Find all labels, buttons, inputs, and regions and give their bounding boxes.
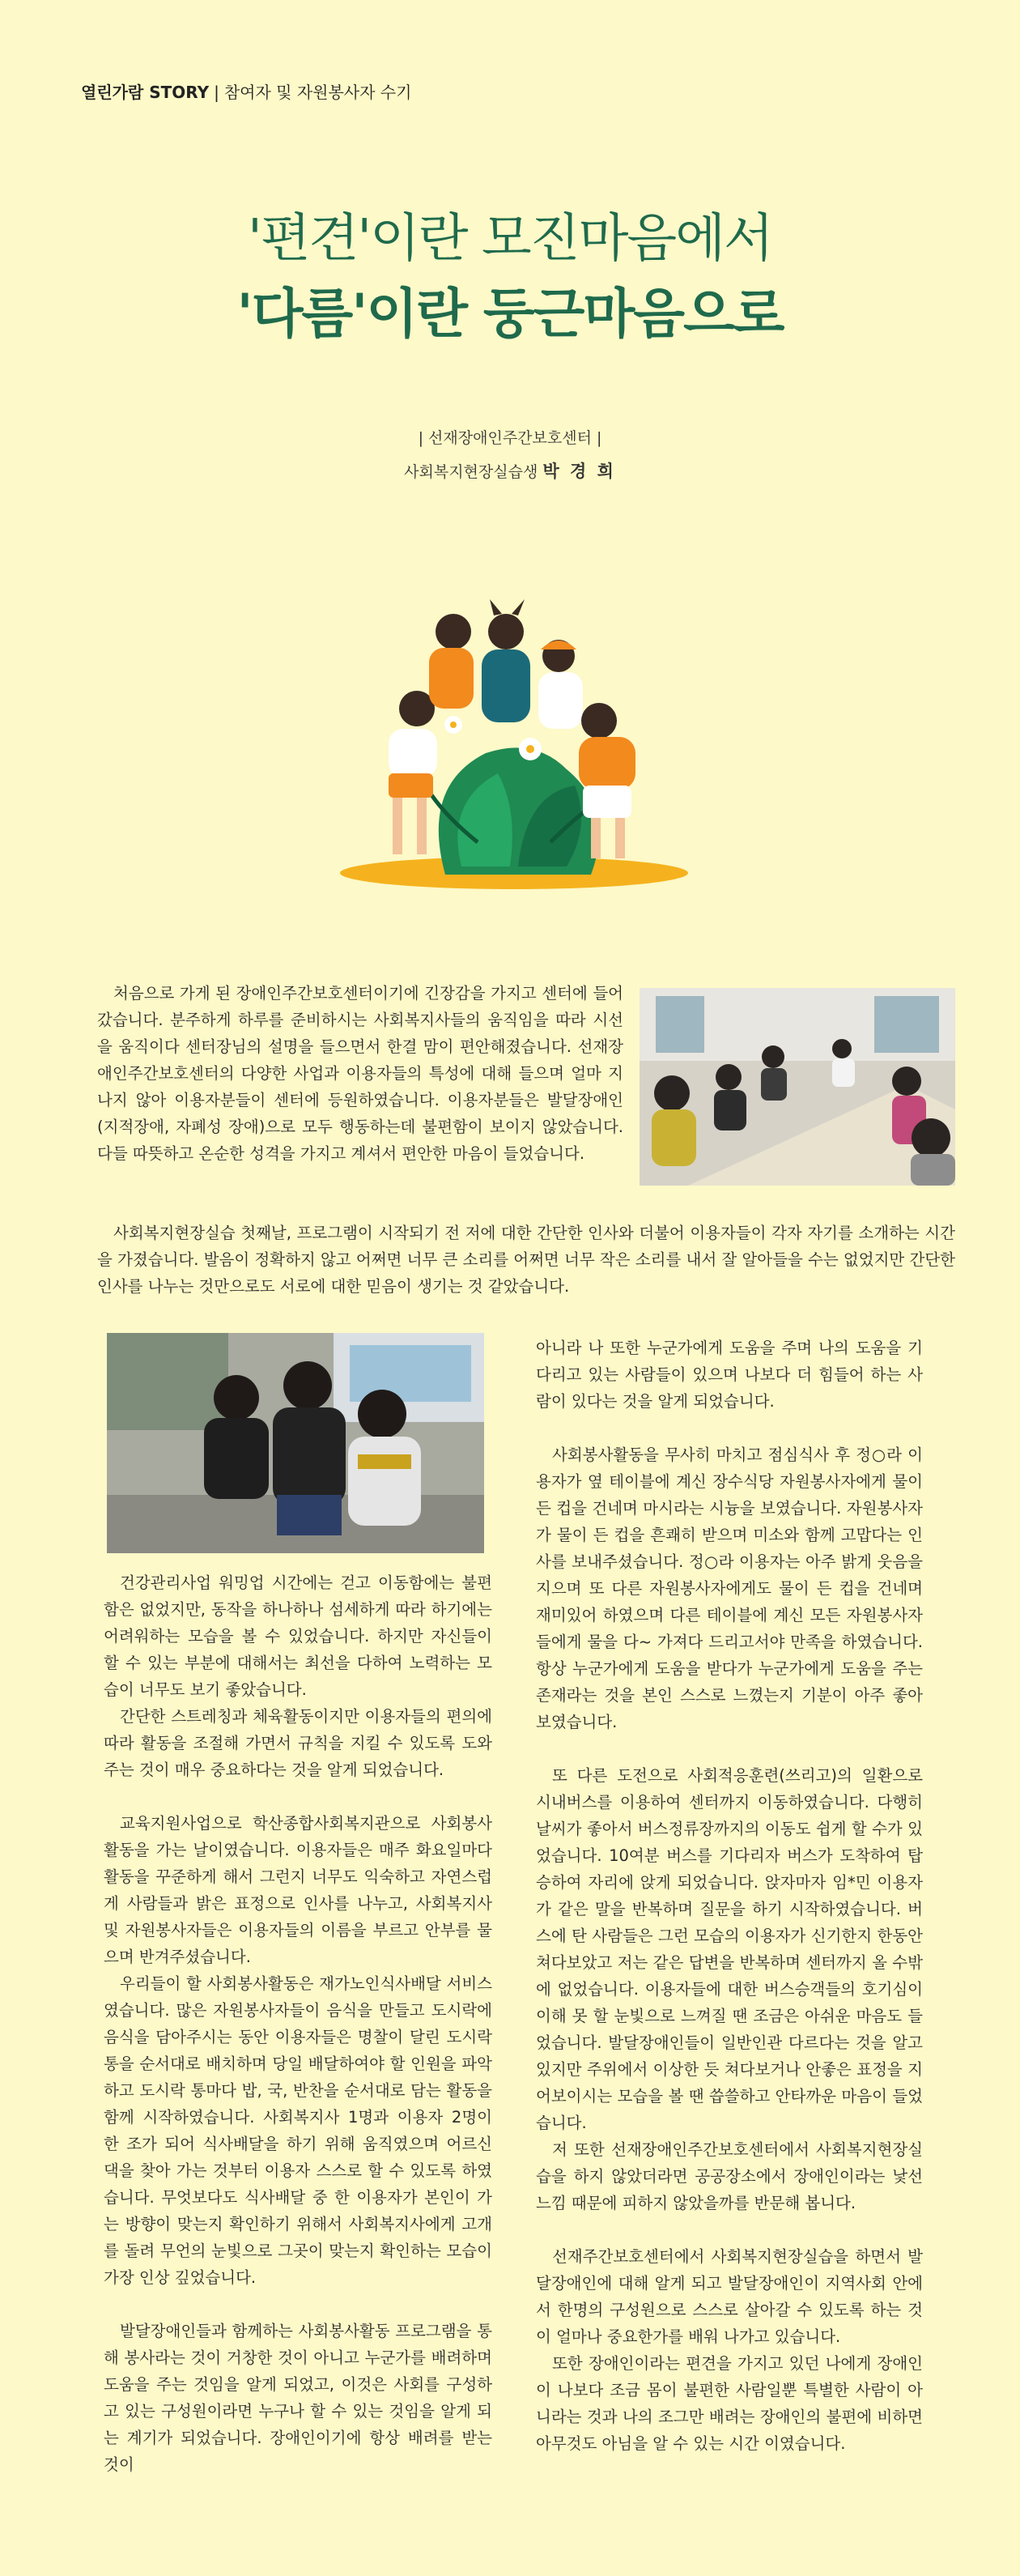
right-paragraph-4: 저 또한 선재장애인주간보호센터에서 사회복지현장실습을 하지 않았더라면 공공장소에서 장애인이라는 낯선 느낌 때문에 피하지 않았을까를 반문해 봅니다. [536,2140,923,2212]
left-paragraph-2: 간단한 스트레칭과 체육활동이지만 이용자들의 편의에 따라 활동을 조절해 가면서 규칙을 지킬 수 있도록 도와주는 것이 매우 중요하다는 것을 알게 되었습니다. [104,1707,492,1779]
article-title [0,202,1020,353]
three-participants-photo-image [107,1333,484,1553]
left-paragraph-4: 우리들이 할 사회봉사활동은 재가노인식사배달 서비스였습니다. 많은 자원봉사자들이 음식을 만들고 도시락에 음식을 담아주시는 동안 이용자들은 명찰이 달린 도시락통을 순서대로 배치하며 당일 배달하여야 할 인원을 파악하고 도시락 통마다 밥, 국, 반찬을 순서대로 담는 활동을 함께 시작하였습니다. 사회복지사 1명과 이용자 2명이 한 조가 되어 식사배달을 하기 위해 움직였으며 어르신 댁을 찾아 가는 것부터 이용자 스스로 할 수 있도록 하였습니다. 무엇보다도 식사배달 중 한 이용자가 본인이 가는 방향이 맞는지 확인하기 위해서 사회복지사에게 고개를 돌려 무언의 눈빛으로 그곳이 맞는지 확인하는 모습이 가장 인상 깊었습니다. [104,1974,492,2287]
title-line-2: '다름'이란 둥근마음으로 [236,283,784,345]
left-text-column [104,1569,492,2478]
header-separator: | [214,83,219,102]
classroom-photo [640,988,955,1186]
volunteers-illustration [324,599,704,899]
right-text-column [536,1335,923,2457]
author-role: 사회복지현장실습생 [404,463,538,481]
classroom-photo-image [640,988,955,1186]
intro-paragraph-2: 사회복지현장실습 첫째날, 프로그램이 시작되기 전 저에 대한 간단한 인사와 더불어 이용자들이 각자 자기를 소개하는 시간을 가졌습니다. 발음이 정확하지 않고 어쩌면 너무 큰 소리를 어쩌면 너무 작은 소리를 내서 잘 알아들을 수는 없었지만 간단한 인사를 나누는 것만으로도 서로에 대한 믿음이 생기는 것 같았습니다. [97,1224,955,1296]
right-paragraph-6: 또한 장애인이라는 편견을 가지고 있던 나에게 장애인이 나보다 조금 몸이 불편한 사람일뿐 특별한 사람이 아니라는 것과 나의 조그만 배려는 장애인의 불편에 비하면 아무것도 아님을 알 수 있는 시간 이였습니다. [536,2354,923,2453]
title-line-1: '편견'이란 모진마음에서 [248,209,772,269]
section-header [81,79,411,103]
category-label: 참여자 및 자원봉사자 수기 [223,83,412,102]
left-paragraph-3: 교육지원사업으로 학산종합사회복지관으로 사회봉사활동을 가는 날이였습니다. 이용자들은 매주 화요일마다 활동을 꾸준하게 해서 그런지 너무도 익숙하고 자연스럽게 사람들과 밝은 표정으로 인사를 나누고, 사회복지사 및 자원봉사자들은 이용자들의 이름을 부르고 안부를 물으며 반겨주셨습니다. [104,1814,492,1966]
right-paragraph-5: 선재주간보호센터에서 사회복지현장실습을 하면서 발달장애인에 대해 알게 되고 발달장애인이 지역사회 안에서 한명의 구성원으로 스스로 살아갈 수 있도록 하는 것이 얼마나 중요한가를 배워 나가고 있습니다. [536,2247,923,2346]
left-paragraph-5: 발달장애인들과 함께하는 사회봉사활동 프로그램을 통해 봉사라는 것이 거창한 것이 아니고 누군가를 배려하며 도움을 주는 것임을 알게 되었고, 이것은 사회를 구성하고 있는 구성원이라면 누구나 할 수 있는 것임을 알게 되는 계기가 되었습니다. 장애인이기에 항상 배려를 받는 것이 [104,2322,492,2474]
section-label: 열린가람 STORY [81,83,210,102]
right-paragraph-2: 사회봉사활동을 무사히 마치고 점심식사 후 정○라 이용자가 옆 테이블에 계신 장수식당 자원봉사자에게 물이 든 컵을 건네며 마시라는 시늉을 보였습니다. 자원봉사자가 물이 든 컵을 흔쾌히 받으며 미소와 함께 고맙다는 인사를 보내주셨습니다. 정○라 이용자는 아주 밝게 웃음을 지으며 또 다른 자원봉사자에게도 물이 든 컵을 건네며 재미있어 하였으며 다른 테이블에 계신 모든 자원봉사자들에게 물을 다~ 가져다 드리고서야 만족을 하였습니다. 항상 누군가에게 도움을 받다가 누군가에게 도움을 주는 존재라는 것을 본인 스스로 느꼈는지 기분이 아주 좋아 보였습니다. [536,1446,923,1731]
author-name: 박 경 희 [542,462,616,481]
author-line [0,458,1020,483]
author-organization: | 선재장애인주간보호센터 | [418,429,602,447]
right-paragraph-3: 또 다른 도전으로 사회적응훈련(쓰리고)의 일환으로 시내버스를 이용하여 센터까지 이동하였습니다. 다행히 날씨가 좋아서 버스정류장까지의 이동도 쉽게 할 수가 있었습니다. 10여분 버스를 기다리자 버스가 도착하여 탑승하여 자리에 앉게 되었습니다. 앉자마자 임*민 이용자가 같은 말을 반복하며 질문을 하기 시작하였습니다. 버스에 탄 사람들은 그런 모습의 이용자가 신기한지 한동안 쳐다보았고 저는 같은 답변을 반복하며 센터까지 올 수밖에 없었습니다. 이용자들에 대한 버스승객들의 호기심이 이해 못 할 눈빛으로 느껴질 땐 조금은 아쉬운 마음도 들었습니다. 발달장애인들이 일반인관 다르다는 것을 알고 있지만 주위에서 이상한 듯 쳐다보거나 안좋은 표정을 지어보이시는 모습을 볼 땐 씁쓸하고 안타까운 마음이 들었습니다. [536,1766,923,2132]
right-paragraph-1: 아니라 나 또한 누군가에게 도움을 주며 나의 도움을 기다리고 있는 사람들이 있으며 나보다 더 힘들어 하는 사람이 있다는 것을 알게 되었습니다. [536,1339,923,1411]
intro-paragraph-block [97,980,623,1167]
three-participants-photo [107,1333,484,1553]
intro-paragraph-1: 처음으로 가게 된 장애인주간보호센터이기에 긴장감을 가지고 센터에 들어갔습니다. 분주하게 하루를 준비하시는 사회복지사들의 움직임을 따라 시선을 움직이다 센터장님의 설명을 들으면서 한결 맘이 편안해졌습니다. 선재장애인주간보호센터의 다양한 사업과 이용자들의 특성에 대해 들으며 얼마 지나지 않아 이용자분들이 센터에 등원하였습니다. 이용자분들은 발달장애인(지적장애, 자폐성 장애)으로 모두 행동하는데 불편함이 보이지 않았습니다. 다들 따뜻하고 온순한 성격을 가지고 계셔서 편안한 마음이 들었습니다. [97,984,623,1163]
left-paragraph-1: 건강관리사업 워밍업 시간에는 걷고 이동함에는 불편함은 없었지만, 동작을 하나하나 섬세하게 따라 하기에는 어려워하는 모습을 볼 수 있었습니다. 하지만 자신들이 할 수 있는 부분에 대해서는 최선을 다하여 노력하는 모습이 너무도 보기 좋았습니다. [104,1573,492,1699]
intro-paragraph-block-2 [97,1220,955,1300]
